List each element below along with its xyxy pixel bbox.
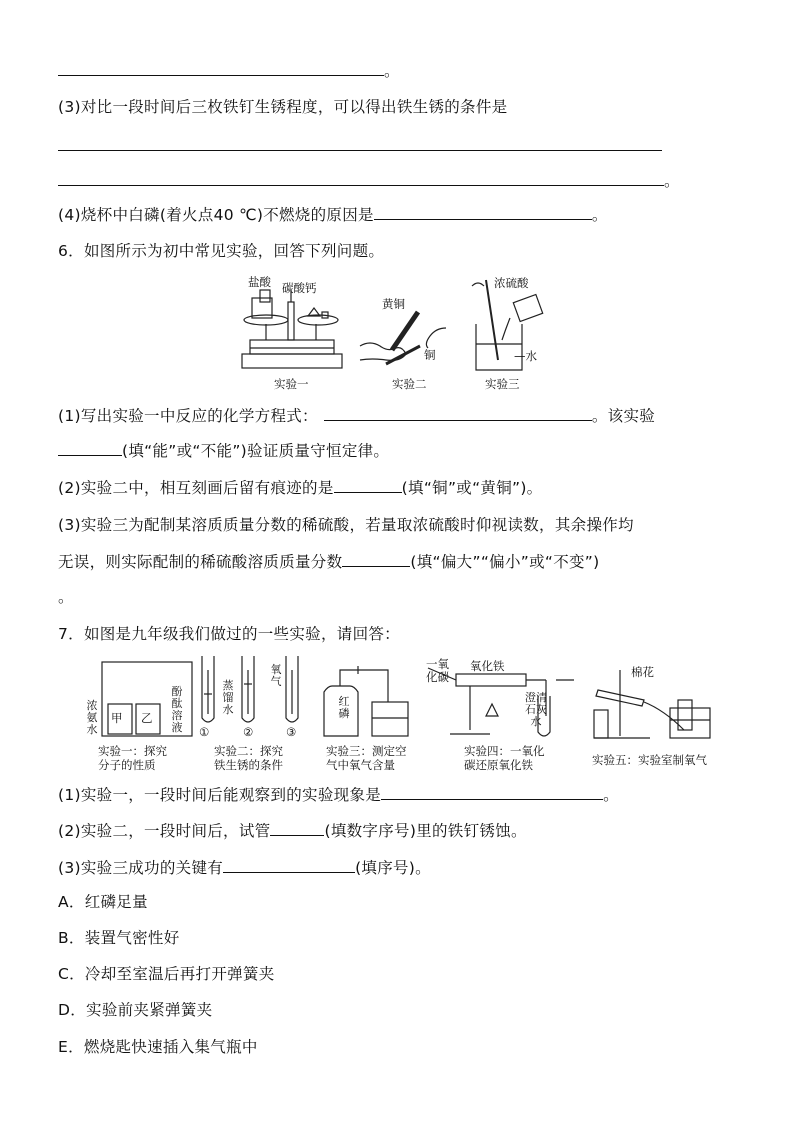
caption-7-exp4: 实验四：一氧化 碳还原氧化铁 [464,744,545,772]
label-tube3: ③ [286,725,297,739]
answer-blank[interactable] [223,858,355,873]
q6-title: 6．如图所示为初中常见实验，回答下列问题。 [58,242,385,260]
q6-1-text-cont: (填“能”或“不能”)验证质量守恒定律。 [58,440,389,462]
q6-3-text: (3)实验三为配制某溶质质量分数的稀硫酸，若量取浓硫酸时仰视读数，其余操作均 [58,516,634,534]
option-d[interactable]: D．实验前夹紧弹簧夹 [58,1001,213,1019]
q5-2-answer-line: 。 [58,60,400,82]
q6-3-text-cont: 无误，则实际配制的稀硫酸溶质质量分数 (填“偏大”“偏小”或“不变”) [58,553,600,571]
caption-7-exp5: 实验五：实验室制氧气 [592,753,707,767]
caption-exp1: 实验一 [274,377,309,391]
label-caco3: 碳酸钙 [282,281,317,295]
label-h2so4: 浓硫酸 [494,276,529,290]
answer-blank[interactable] [374,205,592,220]
option-a[interactable]: A．红磷足量 [58,893,148,911]
answer-blank[interactable] [381,785,603,800]
option-c[interactable]: C．冷却至室温后再打开弹簧夹 [58,965,275,983]
caption-7-exp2: 实验二：探究 铁生锈的条件 [214,744,283,772]
caption-exp2: 实验二 [392,377,427,391]
option-e[interactable]: E．燃烧匙快速插入集气瓶中 [58,1038,258,1056]
label-oxygen: 氧气 [270,663,282,688]
answer-blank[interactable] [58,171,664,186]
q6-2-text: (2)实验二中，相互刻画后留有痕迹的是 (填“铜”或“黄铜”)。 [58,479,543,497]
answer-blank[interactable] [270,821,324,836]
label-copper: 铜 [424,348,436,362]
caption-exp3: 实验三 [485,377,520,391]
q5-4-text: (4)烧杯中白磷(着火点40 ℃)不燃烧的原因是 。 [58,206,608,224]
label-distilled: 蒸馏水 [222,679,234,716]
answer-blank[interactable] [58,61,384,76]
label-red-phosphorus: 红磷 [338,695,350,720]
label-tube2: ② [243,725,254,739]
q7-title: 7．如图是九年级我们做过的一些实验，请回答： [58,625,400,643]
label-fe2o3: 氧化铁 [470,659,505,673]
caption-7-exp3: 实验三：测定空 气中氧气含量 [326,744,407,772]
q7-3-text: (3)实验三成功的关键有 (填序号)。 [58,859,431,877]
label-yi: 乙 [141,711,153,725]
label-brass: 黄铜 [382,297,405,311]
q7-1-text: (1)实验一，一段时间后能观察到的实验现象是 。 [58,786,619,804]
answer-blank[interactable] [334,478,402,493]
label-hcl: 盐酸 [248,275,271,289]
q5-3-answer-line: 。 [58,170,680,192]
label-co: 一氧化碳 [426,657,449,684]
answer-blank[interactable] [58,441,122,456]
label-cotton: 棉花 [631,665,654,679]
label-phenol: 酚酞溶液 [171,685,183,734]
label-limewater: 澄清石灰水 [525,691,547,728]
label-water: —水 [514,349,537,363]
iron-rust-tubes-illustration [196,654,306,730]
q5-3-text: (3)对比一段时间后三枚铁钉生锈程度，可以得出铁生锈的条件是 [58,98,508,116]
q6-3-text-end: 。 [58,588,74,606]
scratch-test-illustration [358,306,448,376]
answer-blank[interactable] [342,552,410,567]
option-b[interactable]: B．装置气密性好 [58,929,180,947]
label-tube1: ① [199,725,210,739]
q6-1-text: (1)写出实验一中反应的化学方程式： 。该实验 [58,407,656,425]
caption-7-exp1: 实验一：探究 分子的性质 [98,744,167,772]
oxygen-content-illustration [318,662,414,738]
q7-2-text: (2)实验二，一段时间后，试管 (填数字序号)里的铁钉锈蚀。 [58,822,527,840]
answer-blank[interactable] [58,150,662,151]
label-ammonia: 浓氨水 [86,699,98,736]
label-jia: 甲 [111,711,123,725]
answer-blank[interactable] [324,406,592,421]
